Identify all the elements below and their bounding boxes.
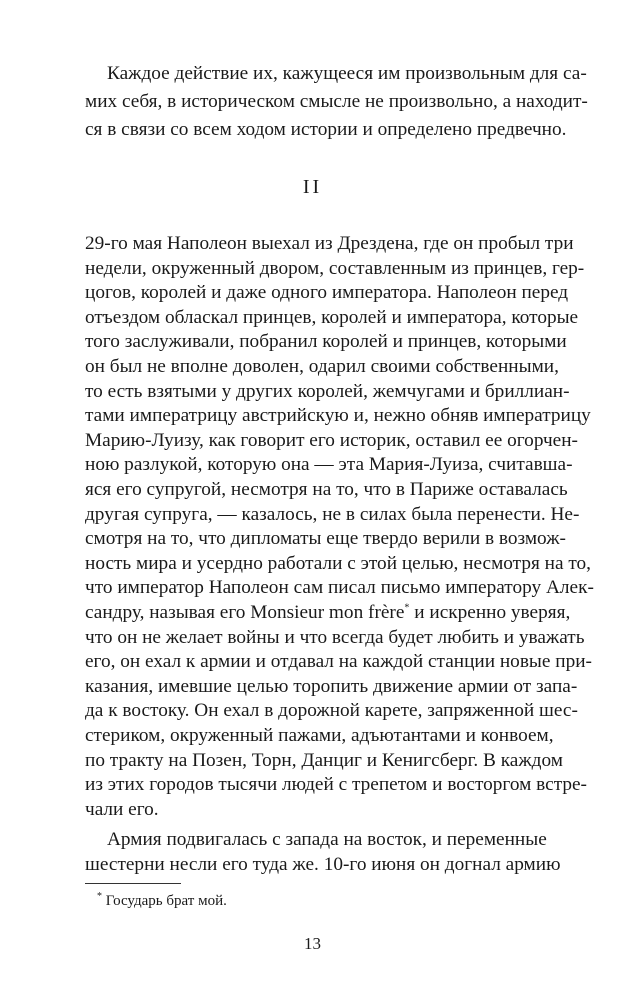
body-line-23: из этих городов тысячи людей с трепетом и восторгом встре- [85, 774, 587, 796]
body-line-18: его, он ехал к армии и отдавал на каждой станции новые при- [85, 651, 592, 673]
body-line-6: он был не вполне доволен, одарил своими собственными, [85, 356, 559, 377]
body-line-24: чали его. [85, 798, 159, 820]
body-line-19: казания, имевшие целью торопить движение армии от запа- [85, 675, 578, 697]
intro-line-3: ся в связи со всем ходом истории и определено предвечно. [85, 119, 567, 140]
body-line-1: 29-го мая Наполеон выехал из Дрездена, где он пробыл три [85, 233, 574, 254]
para3-line-2: шестерни несли его туда же. 10-го июня он догнал армию [85, 854, 561, 875]
chapter-heading: II [302, 176, 323, 198]
body-line-8: тами императрицу австрийскую и, нежно обняв императрицу [85, 405, 591, 427]
body-line-5: того заслуживали, побранил королей и принцев, которыми [85, 331, 567, 353]
intro-line-2: мих себя, в историческом смысле не произвольно, а находит- [85, 91, 588, 112]
footnote-ref-marker: * [404, 602, 410, 614]
body-line-16-with-footnote-ref [85, 601, 571, 625]
intro-line-1: Каждое действие их, кажущееся им произвольным для са- [107, 63, 587, 84]
body-line-15: что император Наполеон сам писал письмо императору Алек- [85, 577, 594, 599]
body-line-13: смотря на то, что дипломаты еще твердо верили в возмож- [85, 528, 566, 550]
body-line-11: яся его супругой, несмотря на то, что в Париже оставалась [85, 479, 568, 500]
body-line-21: стериком, окруженный пажами, адъютантами и конвоем, [85, 725, 554, 746]
body-line-22: по тракту на Позен, Торн, Данциг и Кенигсберг. В каждом [85, 749, 563, 771]
footnote [97, 891, 227, 911]
body-line-17: что он не желает войны и что всегда будет любить и уважать [85, 626, 585, 648]
body-line-9: Марию-Луизу, как говорит его историк, оставил ее огорчен- [85, 429, 578, 451]
body-line-10: ною разлукой, которую она — эта Мария-Луиза, считавша- [85, 454, 573, 476]
body-line-3: цогов, королей и даже одного императора. Наполеон перед [85, 282, 569, 304]
line-text-before-ref: сандру, называя его Monsieur mon frère [85, 602, 405, 623]
page-number: 13 [304, 934, 321, 953]
body-line-7: то есть взятыми у других королей, жемчугами и бриллиан- [85, 380, 570, 402]
body-line-2: недели, окруженный двором, составленным из принцев, гер- [85, 257, 585, 279]
line-text-after-ref: и искренно уверяя, [409, 602, 571, 623]
body-line-20: да к востоку. Он ехал в дорожной карете, запряженной шес- [85, 700, 578, 722]
body-line-12: другая супруга, — казалось, не в силах была перенести. Не- [85, 503, 580, 525]
footnote-divider [85, 883, 181, 884]
body-line-4: отъездом обласкал принцев, королей и императора, которые [85, 306, 579, 328]
footnote-text: Государь брат мой. [102, 893, 227, 909]
para3-line-1: Армия подвигалась с запада на восток, и переменные [107, 829, 547, 851]
footnote-marker: * [97, 891, 102, 902]
body-line-14: ность мира и усердно работали с этой целью, несмотря на то, [85, 552, 591, 574]
